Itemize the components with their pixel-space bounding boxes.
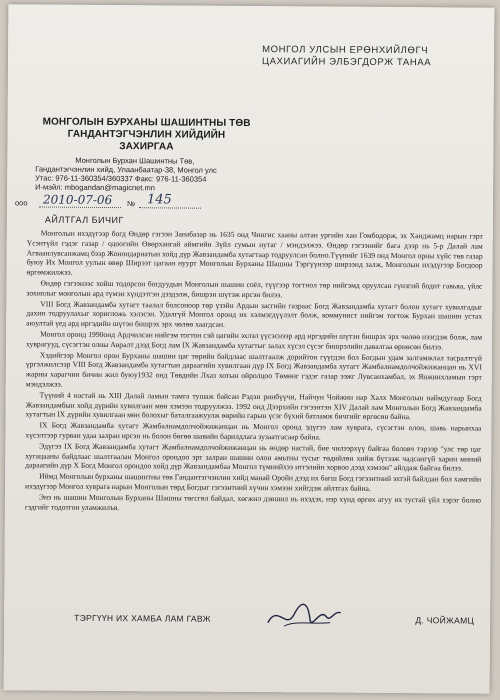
handwritten-signature (264, 600, 344, 633)
body-paragraph-1: Монголын ихэдүгээр богд Өндөр гэгээн Занабазар нь 1635 онд Чингис хааны алтан ургийн хан Гомбодорж, эх Ханджамц нарын гэрт Үсэнтүйл гэдэг газар / одоогийн Өвөрхангай аймгийн Зүйл сумын нутаг / мэндэлжээ. Өндөр гэгээнийг бага дээр нь 5-р Далай лам Агваанлувсанжамц бээр Жонондарнатын хойд дүр Жавзандамба хутагтаар тодруулсан болно.Түүнийг 1639 онд Монгол орны хүйс төв газар буюу Их Монгол уулын өвөр Ширээт цагаан нуурт Монголын Бурханы Шашны Тэргүүнээр ширээнд залж, Монголын ихэдүгээр Богдоор өргөмжилжээ. (26, 228, 483, 277)
handwritten-date: 2010-07-06 (42, 192, 113, 208)
body-paragraph-2: Өндөр гэгээнээс хойш тодорсон богдуудын Монголын шашин соёл, түүгээр тогтнол төр нийгэмд оруулсан гүнзгий бодит гавьяа, үйлс зохиолыг монголын ард түмэн хүндэтгэн дээдэлж, бишрэн шүтэж ирсэн билээ. (26, 278, 483, 300)
body-paragraph-8: Эдүгээ IX Богд Жавзандамба хутагт Жамбалнамдолчойжижанцан нь өндөр настай, бие чилээрхүү байгаа боловч тэрээр "улс төр цаг хугацааны байдлаас шалтгаалан Монгол орондоо эрт залран шашин олон амьтны тусыг төдийлөн хийж бүтээж чадсангүй харин миний дараагийн дүр Х Богд Монгол орондоо хойд дүр Жавзандамбаа Монгол түмнийхээ итгэлийн хорвоо дээд хэмээн" айлдаж байгаа билээ. (25, 441, 482, 473)
recipient-line-2: ЦАХИАГИЙН ЭЛБЭГДОРЖ ТАНАА (261, 56, 432, 69)
org-address (31, 155, 261, 193)
org-name-line-1: МОНГОЛЫН БУРХАНЫ ШАШИНТНЫ ТӨВ (42, 116, 251, 130)
org-address-line-1: Монголын Бурхан Шашинтны Төв, (75, 155, 195, 166)
signatory-title: ТЭРГҮҮН ИХ ХАМБА ЛАМ ГАВЖ (74, 612, 211, 624)
org-address-line-3: Утас: 976-11-360354/360337 Факс: 976-11-360354 (35, 173, 207, 184)
reference-line (14, 192, 229, 209)
body-paragraph-9: Иймд Монголын бурханы шашинтны төв Гандантэгчэнлин хийд манай Оройн дээд их багш Богд гэгээнтний эхтэй байлдан бол хамгийн ихэдүгээр Монгол хуврага нарын Монголын төрд Богдыг гэгээнтний хүчин хэмээн хийгдэж айлтгах байна. (25, 471, 482, 493)
org-name-line-3: ЗАХИРГАА (119, 141, 174, 153)
signatory-name: Д. ЧОЙЖАМЦ (415, 615, 475, 626)
body-paragraph-10: Энэ нь шашин Монголын Бурханы Шашны төгсгөл байдал, хөгжил дэвшил нь ихэдэх, нэр хүнд өргөх агуу их тустай үйл хэрэг болно гэдгийг тодотгон уламжилъя. (24, 492, 481, 512)
org-address-line-2: Гандантэгчэнлин хийд, Улаанбаатар-38, Монгол улс (35, 164, 217, 175)
document-heading: АЙЛТГАЛ БИЧИГ (44, 214, 124, 226)
signature-block (74, 601, 484, 634)
recipient-block (262, 44, 472, 69)
org-name-line-2: ГАНДАНТЭГЧЭНЛИН ХИЙДИЙН (67, 128, 226, 141)
letter-body (25, 228, 483, 515)
body-paragraph-3: VIII Богд Жавзандамба хутагт таалал болсоноор төр үзэйн Ардын засгийн газраас Богд Жавзандамба хутагт болон хутагт хувилгадыг дахин тодруулахыг хоригложь хэлэсэн. Удалгүй Монгол оронд их хэлмэгдүүлэлт болж, коммунист нийгэм тогтож Бурхан шашин устах аюултай үед ард иргэдийн шүтэн бишрэх эрх чөлөө хаагдсан. (26, 299, 483, 330)
body-paragraph-6: Түүний 4 настай нь XIII Далай ламын тамга тушаж байсан Рэдэн ринбүүчи, Найчун Чойжин нар Халх Монголын наймдугаар Богд Жавзандамбын хойд дүрийн хувилгаан мөн хэмээн тодруулжээ. 1992 онд Дээрхийн гэгээнтэн XIV Далай лам Монголын Богд Жавзандамба хутагтын IX дүрийн хувилгаан мөн болохыг баталгаажуулж өөрийн гарын үсэг бүхий батламж бичгийг өргөсөн байна. (25, 390, 482, 422)
number-label: № (126, 199, 136, 209)
body-paragraph-4: Монгол оронд 1990онд Ардчилсан нийгэм тогтон сэй цагийн эхлэл үүсэснээр ард иргэдийн шүтэн бишрэх эрх чөлөө нээгдэж болж, лам хуврагууд, сүсэгтэн олны Авралт дээд Богд лам IX Жавзандамба хутагтыг залах хүсэл сүсэг бишрэлийн давалгаа өрнөсөн билээ. (26, 329, 483, 352)
body-paragraph-5: Хэдийгээр Монгол орон Бурханы шашин цаг төрийн байдлаас шалтгаалж дорийтон гүүгдэн бол Богдын удам залгамжлал тасралтгүй үргэлжилсээр VIII Богд Жавзандамба хутагтын дараагийн хувилгаан дүр IX Богд Жавзандамба хутагт Жамбалнамдолчойжижанцан нь XVI жарны харагчин бичин жил буюу1932 онд Төвдийн Лхаз хотын ойролцоо Төмөнг гэдэг газар ээжг Лувсанхамбал, эх Янжинхламын гэрт мэндэлжээ. (25, 350, 482, 389)
recipient-line-1: МОНГОЛ УЛСЫН ЕРӨНХИЙЛӨГЧ (262, 44, 429, 57)
handwritten-number: 145 (146, 192, 172, 208)
date-label: ооо (14, 198, 28, 208)
letter-page (4, 4, 495, 693)
org-address-line-4: И-мэйл: mbogandan@magicnet.mn (35, 182, 155, 193)
body-paragraph-7: IX Богд Жавзандамба хутагт Жамбалнамдолчойжижанцан нь Монгол оронд эдүгээ лам хуврага, сүсэгтэн олон, шавь нарынхаа хүсэлтээр гурван удаа залран ирсэн нь болон бөгөө шавийн барилдлага зузаатгасаар байна. (25, 420, 482, 442)
letterhead (31, 116, 262, 193)
